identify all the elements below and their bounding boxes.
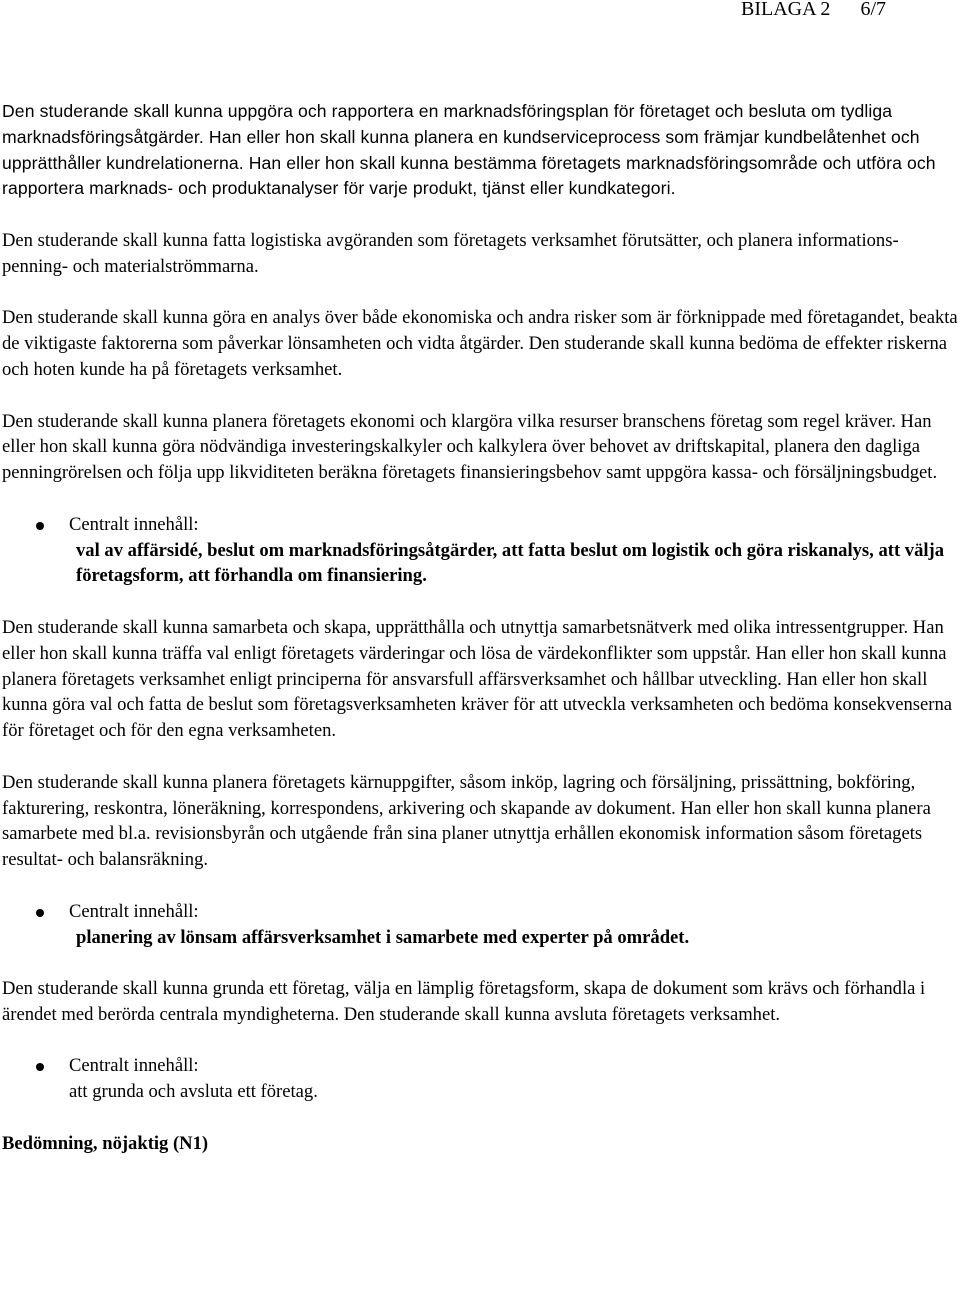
- bullet-label: Centralt innehåll:: [69, 513, 199, 535]
- paragraph-marketing: [2, 99, 960, 202]
- paragraph-finance: [2, 409, 960, 486]
- page-header: [741, 0, 886, 22]
- attachment-label: BILAGA 2: [740, 0, 831, 20]
- paragraph-cooperation: Den studerande skall kunna samarbeta och skapa, upprätthålla och utnyttja samarbetsnätverk med olika intressentgrupper. Han eller hon skall kunna träffa val enligt företagets värderingar och lösa de värdekonflikter som uppstår. Han eller hon skall kunna planera företagets verksamhet enligt principerna för ansvarsfull affärsverksamhet och hållbar utveckling. Han eller hon skall kunna göra val och fatta de beslut som företagsverksamheten kräver för att utveckla verksamheten och bedöma konsekvenserna för företaget och för den egna verksamheten.: [2, 616, 952, 742]
- bullet-content: val av affärsidé, beslut om marknadsföringsåtgärder, att fatta beslut om logistik och göra riskanalys, att välja företagsform, att förhandla om finansiering.: [76, 539, 945, 587]
- paragraph-finance-intro-text: Den studerande skall kunna planera företagets ekonomi och klargöra vilka resurser branschens företag som regel kräver.: [2, 410, 901, 432]
- paragraph-core-tasks: Den studerande skall kunna planera företagets kärnuppgifter, såsom inköp, lagring och försäljning, prissättning, bokföring, fakturering, reskontra, löneräkning, korrespondens, arkivering och skapande av dokument. Han eller hon skall kunna planera samarbete med bl.a. revisionsbyrån och utgående från sina planer utnyttja erhållen ekonomisk information såsom företagets resultat- och balansräkning.: [2, 771, 931, 871]
- bullet-central-content-3: [2, 1053, 960, 1105]
- bullet-label: Centralt innehåll:: [69, 1055, 199, 1077]
- paragraph-logistics: Den studerande skall kunna fatta logistiska avgöranden som företagets verksamhet förutsätter, och planera informations- penning- och materialströmmarna.: [2, 229, 899, 277]
- paragraph-marketing-plan-text: Den studerande skall kunna uppgöra och rapportera en marknadsföringsplan för företaget och besluta om tydliga marknadsföringsåtgärder.: [2, 101, 893, 147]
- page-number: 6/7: [860, 0, 886, 20]
- bullet-icon: [36, 909, 44, 917]
- bullet-central-content-2: [2, 899, 960, 951]
- bullet-content: planering av lönsam affärsverksamhet i samarbete med experter på området.: [76, 926, 690, 948]
- bullet-central-content-1: [2, 512, 960, 589]
- bullet-content: att grunda och avsluta ett företag.: [69, 1081, 318, 1103]
- assessment-heading: Bedömning, nöjaktig (N1): [2, 1132, 209, 1154]
- bullet-icon: [36, 522, 44, 530]
- paragraph-founding: Den studerande skall kunna grunda ett företag, välja en lämplig företagsform, skapa de dokument som krävs och förhandla i ärendet med berörda centrala myndigheterna. Den studerande skall kunna avsluta företagets verksamhet.: [2, 978, 926, 1025]
- paragraph-customer-service-text: Han eller hon skall kunna planera en kundserviceprocess som främjar kundbelåtenhet och upprätthåller kundrelationerna. Han eller hon skall kunna bestämma företagets marknadsföringsområde och utföra och rapportera marknads- och produktanalyser för varje produkt, tjänst eller kundkategori.: [2, 126, 936, 199]
- document-body: [2, 99, 960, 1157]
- paragraph-finance-detail-text: Han eller hon skall kunna göra nödvändiga investeringskalkyler och kalkylera över behovet av driftskapital, planera den dagliga penningrörelsen och följa upp likviditeten beräkna företagets finansieringsbehov samt uppgöra kassa- och försäljningsbudget.: [2, 410, 938, 484]
- bullet-label: Centralt innehåll:: [69, 900, 199, 922]
- paragraph-risk-analysis: Den studerande skall kunna göra en analys över både ekonomiska och andra risker som är förknippade med företagandet, beakta de viktigaste faktorerna som påverkar lönsamheten och vidta åtgärder. Den studerande skall kunna bedöma de effekter riskerna och hoten kunde ha på företagets verksamhet.: [2, 307, 958, 380]
- bullet-icon: [36, 1063, 44, 1071]
